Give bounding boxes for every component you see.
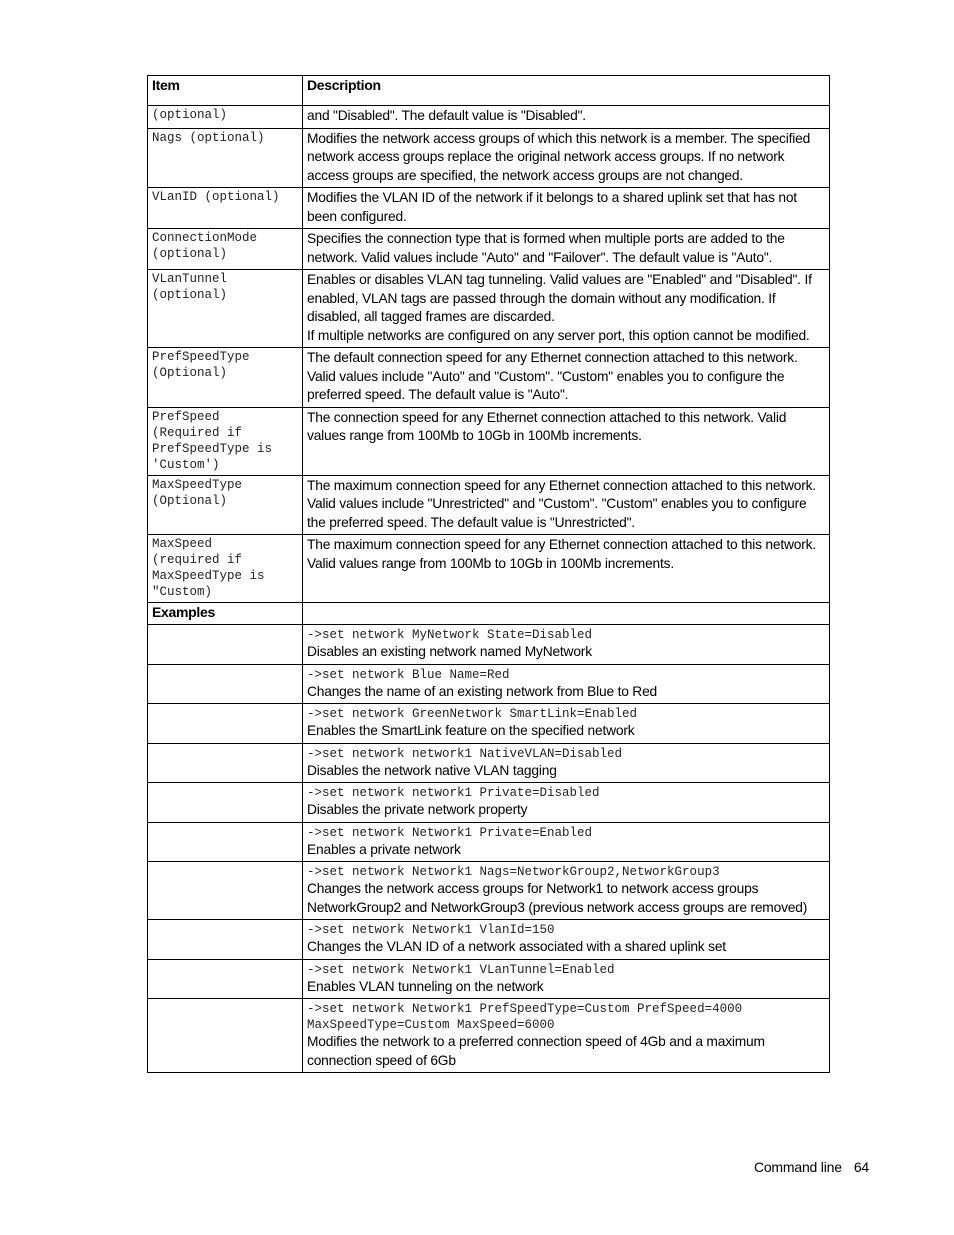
example-empty-cell: [148, 959, 303, 999]
parameter-description: [303, 229, 830, 270]
parameter-name: PrefSpeed (Required if PrefSpeedType is 'Custom'): [148, 407, 303, 475]
example-empty-cell: [148, 743, 303, 783]
parameter-rows: [148, 106, 830, 603]
description-paragraph: and "Disabled". The default value is "Disabled".: [307, 108, 586, 123]
table-row: [148, 106, 830, 129]
table-row: [148, 188, 830, 229]
example-cell: [303, 862, 830, 920]
examples-label-row: [148, 603, 830, 625]
example-empty-cell: [148, 920, 303, 960]
example-empty-cell: [148, 704, 303, 744]
example-command: ->set network Network1 VLanTunnel=Enabled: [307, 962, 615, 977]
example-row: [148, 743, 830, 783]
header-description: Description: [303, 76, 830, 106]
example-description: Disables the network native VLAN tagging: [307, 762, 557, 778]
example-description: Changes the network access groups for Network1 to network access groups NetworkGroup2 and NetworkGroup3 (previous network access groups are removed): [307, 881, 808, 915]
example-row: [148, 999, 830, 1073]
footer-section-title: Command line: [753, 1159, 842, 1175]
table-header-row: [148, 76, 830, 106]
example-description: Modifies the network to a preferred connection speed of 4Gb and a maximum connection speed of 6Gb: [307, 1034, 765, 1068]
example-command: ->set network Network1 VlanId=150: [307, 923, 555, 937]
example-description: Enables VLAN tunneling on the network: [307, 978, 544, 994]
table-row: [148, 535, 830, 603]
description-paragraph: Enables or disables VLAN tag tunneling. Valid values are "Enabled" and "Disabled". If enabled, VLAN tags are passed through the domain without any modification. If disabled, all tagged frames are discarded.: [307, 272, 812, 324]
parameter-description: [303, 348, 830, 408]
description-paragraph: The maximum connection speed for any Ethernet connection attached to this network. Valid values range from 100Mb to 10Gb in 100Mb increments.: [307, 537, 816, 571]
example-command: ->set network MyNetwork State=Disabled: [307, 628, 593, 642]
example-command: ->set network Network1 Private=Enabled: [307, 825, 593, 840]
example-row: [148, 664, 830, 704]
example-description: Disables an existing network named MyNetwork: [307, 644, 592, 659]
description-paragraph: If multiple networks are configured on any server port, this option cannot be modified.: [307, 327, 810, 343]
parameter-description: [303, 270, 830, 348]
page-number: 64: [853, 1159, 869, 1175]
table-row: [148, 270, 830, 348]
table-row: [148, 475, 830, 535]
example-empty-cell: [148, 999, 303, 1073]
header-item: Item: [148, 76, 303, 106]
description-paragraph: The maximum connection speed for any Ethernet connection attached to this network. Valid values include "Unrestricted" and "Custom". "Custom" enables you to configure the preferred speed. The default value is "Unrestricted".: [307, 477, 816, 530]
example-cell: [303, 743, 830, 783]
parameter-name: ConnectionMode (optional): [148, 229, 303, 270]
table-row: [148, 128, 830, 188]
example-description: Changes the VLAN ID of a network associated with a shared uplink set: [307, 939, 726, 954]
example-description: Disables the private network property: [307, 802, 528, 817]
example-description: Changes the name of an existing network from Blue to Red: [307, 683, 658, 699]
parameter-description: [303, 475, 830, 535]
description-paragraph: Modifies the network access groups of which this network is a member. The specified network access groups replace the original network access groups. If no network access groups are specified, the network access groups are not changed.: [307, 130, 811, 183]
examples-label: Examples: [148, 603, 303, 625]
example-cell: [303, 664, 830, 704]
examples-section: [148, 603, 830, 625]
parameter-name: PrefSpeedType (Optional): [148, 348, 303, 408]
example-row: [148, 822, 830, 862]
example-command: ->set network Blue Name=Red: [307, 667, 510, 682]
example-row: [148, 920, 830, 960]
example-empty-cell: [148, 822, 303, 862]
example-cell: [303, 822, 830, 862]
parameter-name: VLanTunnel (optional): [148, 270, 303, 348]
parameter-description: [303, 407, 830, 475]
examples-label-empty-cell: [303, 603, 830, 625]
parameter-description: [303, 535, 830, 603]
example-empty-cell: [148, 783, 303, 823]
parameter-description: [303, 106, 830, 129]
example-cell: [303, 959, 830, 999]
description-paragraph: Modifies the VLAN ID of the network if it belongs to a shared uplink set that has not been configured.: [307, 190, 797, 224]
example-row: [148, 625, 830, 665]
example-description: Enables the SmartLink feature on the specified network: [307, 723, 635, 738]
table-row: [148, 229, 830, 270]
example-empty-cell: [148, 664, 303, 704]
table-row: [148, 348, 830, 408]
example-cell: [303, 625, 830, 665]
parameter-name: Nags (optional): [148, 128, 303, 188]
description-paragraph: The default connection speed for any Ethernet connection attached to this network. Valid values include "Auto" and "Custom". "Custom" enables you to configure the preferred speed. The default value is "Auto".: [307, 350, 798, 402]
example-empty-cell: [148, 625, 303, 665]
parameter-table: [147, 75, 830, 1073]
parameter-name: VLanID (optional): [148, 188, 303, 229]
parameter-description: [303, 188, 830, 229]
example-row: [148, 959, 830, 999]
example-row: [148, 783, 830, 823]
example-cell: [303, 783, 830, 823]
example-cell: [303, 999, 830, 1073]
example-command: ->set network network1 Private=Disabled: [307, 786, 600, 800]
example-command: ->set network GreenNetwork SmartLink=Enabled: [307, 707, 638, 721]
description-paragraph: Specifies the connection type that is formed when multiple ports are added to the network. Valid values include "Auto" and "Failover". The default value is "Auto".: [307, 231, 785, 265]
table-row: [148, 407, 830, 475]
example-cell: [303, 704, 830, 744]
example-row: [148, 862, 830, 920]
parameter-name: MaxSpeedType (Optional): [148, 475, 303, 535]
example-command: ->set network network1 NativeVLAN=Disabled: [307, 746, 623, 761]
description-paragraph: The connection speed for any Ethernet connection attached to this network. Valid values range from 100Mb to 10Gb in 100Mb increments.: [307, 409, 787, 443]
page-footer: [754, 1159, 869, 1175]
parameter-description: [303, 128, 830, 188]
example-rows: [148, 625, 830, 1073]
parameter-name: MaxSpeed (required if MaxSpeedType is "Custom): [148, 535, 303, 603]
parameter-name: (optional): [148, 106, 303, 129]
example-description: Enables a private network: [307, 841, 461, 857]
example-empty-cell: [148, 862, 303, 920]
example-row: [148, 704, 830, 744]
example-cell: [303, 920, 830, 960]
example-command: ->set network Network1 Nags=NetworkGroup2,NetworkGroup3: [307, 865, 720, 879]
example-command: ->set network Network1 PrefSpeedType=Custom PrefSpeed=4000 MaxSpeedType=Custom MaxSpeed=6000: [307, 1002, 743, 1032]
